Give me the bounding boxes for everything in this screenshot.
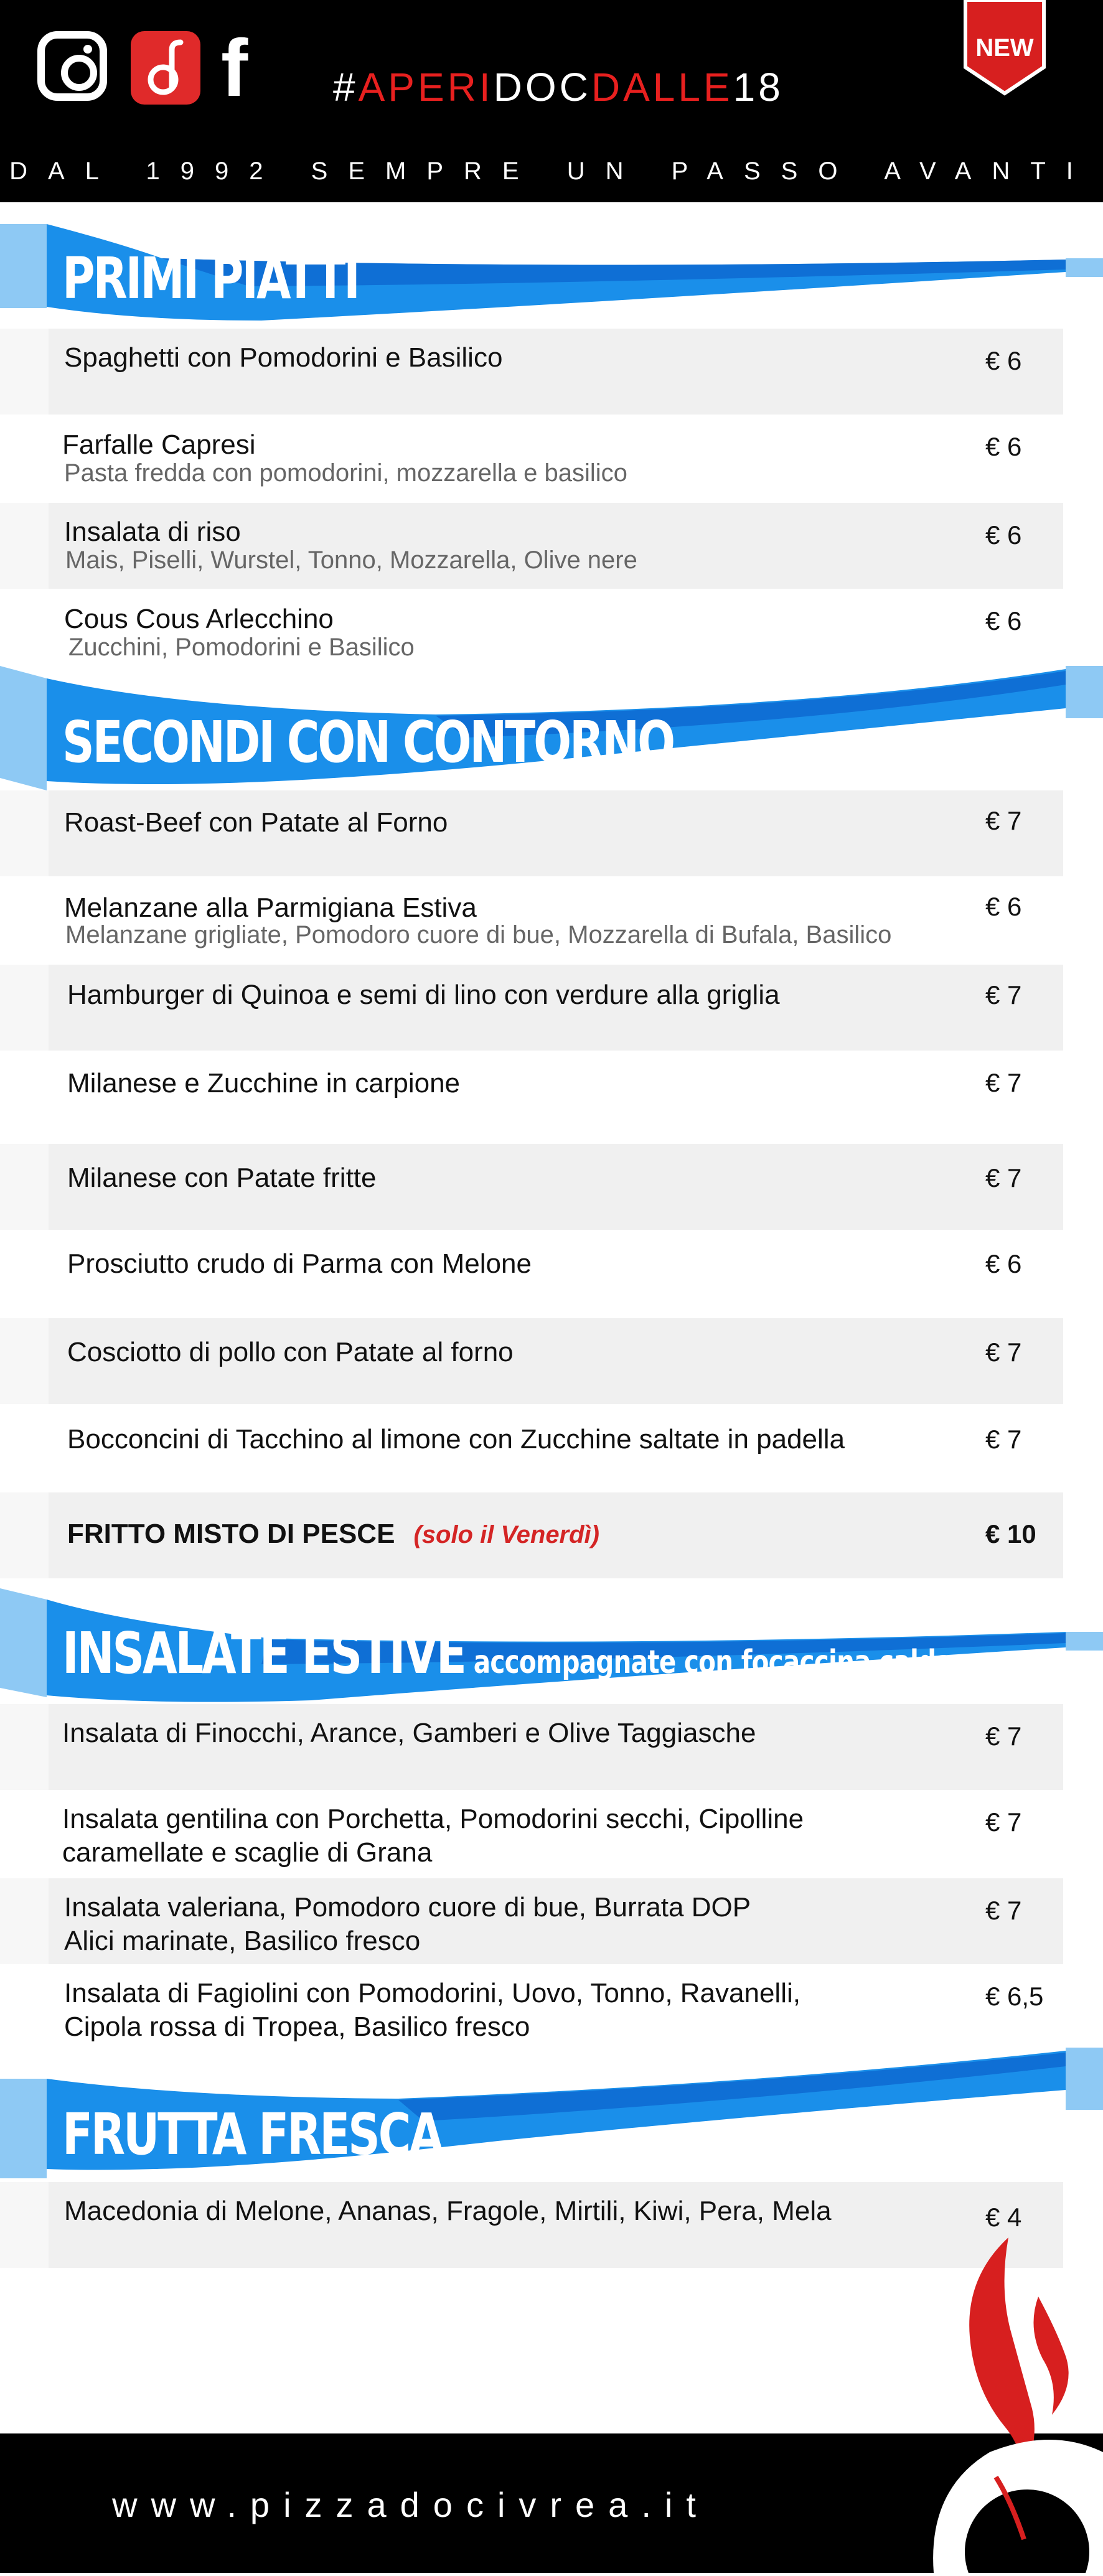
item-price: € 6 — [985, 1249, 1022, 1278]
menu-item — [49, 1144, 1063, 1230]
item-name: Cous Cous Arlecchino — [64, 604, 334, 634]
menu-item — [49, 329, 1063, 415]
menu-item — [49, 876, 1063, 965]
item-name: caramellate e scaglie di Grana — [62, 1837, 433, 1868]
item-name: Alici marinate, Basilico fresco — [64, 1926, 421, 1956]
item-name: Melanzane alla Parmigiana Estiva — [64, 892, 477, 923]
hashtag-part: 18 — [733, 65, 784, 110]
item-price: € 6 — [985, 432, 1022, 461]
item-price: € 7 — [985, 1337, 1022, 1367]
menu-item — [49, 1878, 1063, 1964]
hashtag-part: DALLE — [591, 65, 733, 110]
item-name: Macedonia di Melone, Ananas, Fragole, Mirtili, Kiwi, Pera, Mela — [64, 2196, 832, 2226]
section-subtitle: accompagnate con focaccina calda — [473, 1644, 953, 1681]
item-price: € 7 — [985, 806, 1022, 835]
facebook-icon[interactable]: f — [221, 22, 248, 113]
item-name: Spaghetti con Pomodorini e Basilico — [64, 342, 503, 373]
menu-item — [49, 1964, 1063, 2053]
menu-item — [49, 1404, 1063, 1492]
item-price: € 7 — [985, 1721, 1022, 1751]
hashtag — [333, 62, 784, 112]
item-name: Roast-Beef con Patate al Forno — [64, 807, 448, 838]
section-banner-secondi — [0, 666, 1103, 775]
item-name: Milanese con Patate fritte — [67, 1163, 377, 1193]
item-price: € 7 — [985, 1163, 1022, 1192]
section-title: FRUTTA FRESCA — [62, 2101, 442, 2168]
item-name: Cosciotto di pollo con Patate al forno — [67, 1337, 514, 1367]
menu-item — [49, 1051, 1063, 1144]
item-name: Insalata di Finocchi, Arance, Gamberi e Olive Taggiasche — [62, 1718, 756, 1748]
item-name: Bocconcini di Tacchino al limone con Zucchine saltate in padella — [67, 1424, 845, 1454]
item-name: Hamburger di Quinoa e semi di lino con verdure alla griglia — [67, 980, 780, 1010]
section-banner-insalate — [0, 1588, 1103, 1694]
new-badge — [962, 0, 1048, 97]
app-icon[interactable] — [131, 31, 200, 105]
menu-item — [49, 790, 1063, 876]
item-name: Farfalle Capresi — [62, 429, 256, 460]
item-price: € 6 — [985, 520, 1022, 550]
menu-item — [49, 1318, 1063, 1404]
item-description: Mais, Piselli, Wurstel, Tonno, Mozzarella, Olive nere — [65, 546, 637, 574]
menu-item — [49, 503, 1063, 589]
section-title: PRIMI PIATTI — [62, 245, 359, 312]
item-name: Insalata valeriana, Pomodoro cuore di bue, Burrata DOP — [64, 1892, 751, 1923]
hashtag-part: APERI — [358, 65, 494, 110]
menu-item — [49, 1790, 1063, 1878]
item-name: FRITTO MISTO DI PESCE — [67, 1519, 395, 1549]
website-link[interactable]: www.pizzadocivrea.it — [112, 2485, 710, 2524]
item-price: € 6 — [985, 606, 1022, 635]
section-title: SECONDI CON CONTORNO — [62, 709, 674, 775]
item-name — [67, 1517, 599, 1552]
item-price: € 10 — [985, 1519, 1036, 1548]
item-price: € 7 — [985, 1896, 1022, 1925]
item-name: Milanese e Zucchine in carpione — [67, 1068, 461, 1098]
section-banner-frutta — [0, 2048, 1103, 2168]
item-name: Cipola rossa di Tropea, Basilico fresco — [64, 2012, 530, 2042]
instagram-icon[interactable] — [37, 31, 107, 101]
item-name: Insalata di riso — [64, 517, 241, 547]
section-title: INSALATE ESTIVE accompagnate con focaccina calda — [62, 1620, 953, 1687]
menu-item — [49, 965, 1063, 1051]
item-description: Pasta fredda con pomodorini, mozzarella e basilico — [64, 459, 627, 487]
item-name: Prosciutto crudo di Parma con Melone — [67, 1248, 532, 1279]
item-price: € 7 — [985, 1807, 1022, 1837]
item-name: Insalata gentilina con Porchetta, Pomodorini secchi, Cipolline — [62, 1804, 804, 1834]
hashtag-part: # — [333, 65, 359, 110]
menu-item-special — [49, 1492, 1063, 1578]
special-note: (solo il Venerdì) — [413, 1521, 599, 1548]
item-description: Zucchini, Pomodorini e Basilico — [68, 634, 415, 661]
menu-item — [49, 1704, 1063, 1790]
new-badge-label: NEW — [975, 34, 1034, 62]
menu-item — [49, 589, 1063, 666]
item-price: € 4 — [985, 2203, 1022, 2232]
item-price: € 7 — [985, 1068, 1022, 1097]
item-price: € 6 — [985, 346, 1022, 375]
menu-item — [49, 1230, 1063, 1318]
item-price: € 6,5 — [985, 1982, 1044, 2011]
item-price: € 6 — [985, 892, 1022, 921]
brand-logo — [896, 2228, 1103, 2573]
item-description: Melanzane grigliate, Pomodoro cuore di bue, Mozzarella di Bufala, Basilico — [65, 921, 892, 948]
header — [0, 0, 1103, 202]
section-banner-primi — [0, 215, 1103, 321]
tagline: DAL 1992 SEMPRE UN PASSO AVANTI — [9, 157, 1094, 185]
menu-item — [49, 415, 1063, 503]
item-price: € 7 — [985, 1425, 1022, 1454]
item-name: Insalata di Fagiolini con Pomodorini, Uovo, Tonno, Ravanelli, — [64, 1978, 800, 2008]
item-price: € 7 — [985, 980, 1022, 1009]
hashtag-part: DOC — [493, 65, 591, 110]
